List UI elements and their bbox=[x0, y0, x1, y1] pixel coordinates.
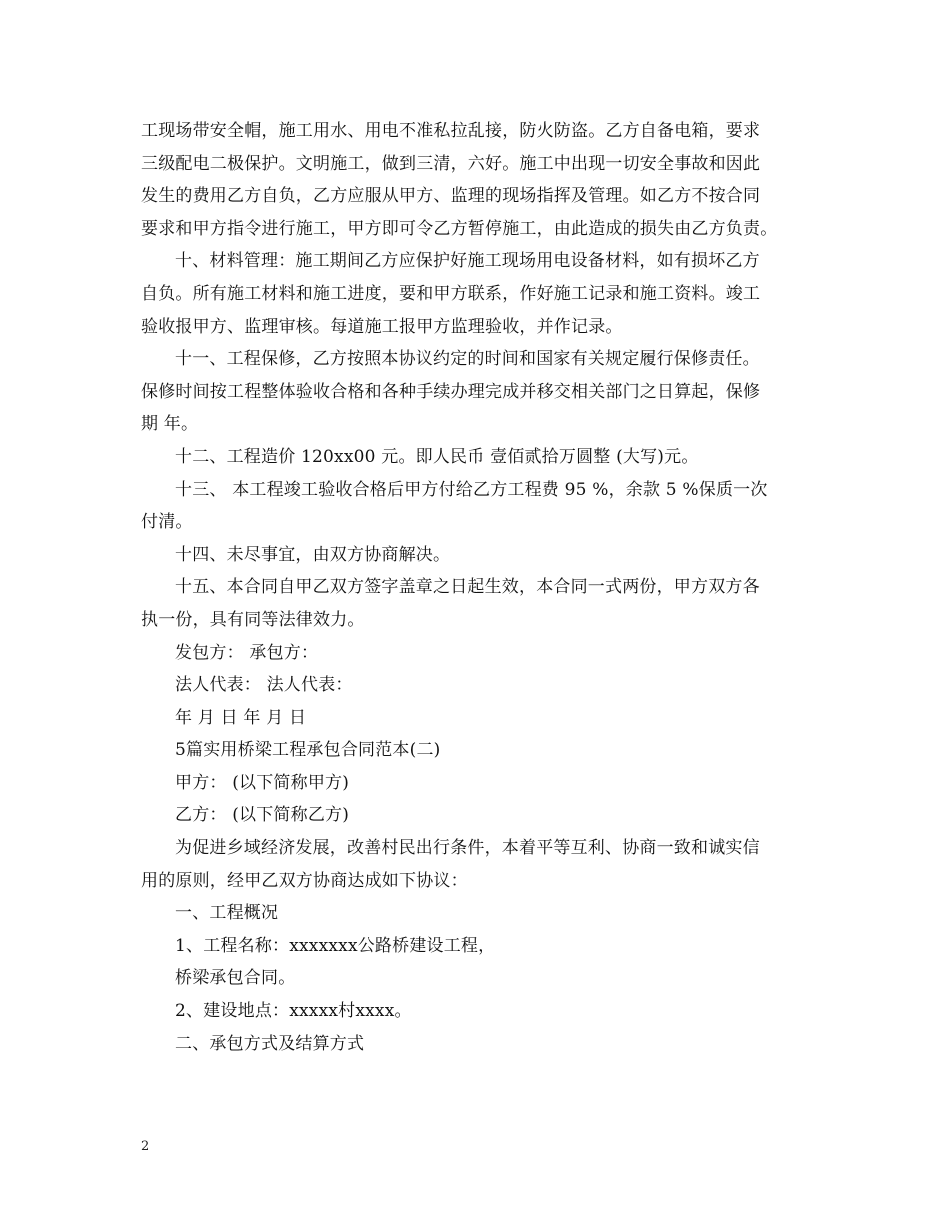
text-line: 付清。 bbox=[141, 512, 193, 533]
text-line: 十五、本合同自甲乙双方签字盖章之日起生效，本合同一式两份，甲方双方各 bbox=[175, 577, 760, 598]
text-line: 为促进乡域经济发展，改善村民出行条件，本着平等互利、协商一致和诚实信 bbox=[175, 838, 760, 859]
text-line: 工现场带安全帽，施工用水、用电不准私拉乱接，防火防盗。乙方自备电箱，要求 bbox=[141, 121, 761, 141]
text-line: 自负。所有施工材料和施工进度，要和甲方联系，作好施工记录和施工资料。竣工 bbox=[141, 283, 761, 304]
text-line: 2、建设地点：xxxxx村xxxx。 bbox=[175, 1001, 412, 1022]
section-title: 5篇实用桥梁工程承包合同范本(二) bbox=[175, 740, 441, 761]
signature-representatives-line: 法人代表： 法人代表： bbox=[175, 675, 353, 696]
text-line: 十四、未尽事宜，由双方协商解决。 bbox=[175, 544, 451, 565]
text-line: 验收报甲方、监理审核。每道施工报甲方监理验收，并作记录。 bbox=[141, 316, 623, 337]
section-heading: 二、承包方式及结算方式 bbox=[175, 1033, 365, 1054]
text-line: 桥梁承包合同。 bbox=[175, 968, 296, 989]
text-line: 期 年。 bbox=[141, 414, 199, 435]
text-line: 用的原则，经甲乙双方协商达成如下协议： bbox=[141, 870, 468, 891]
text-line: 1、工程名称：xxxxxxx公路桥建设工程， bbox=[175, 935, 496, 956]
party-a-line: 甲方： (以下简称甲方) bbox=[175, 772, 350, 793]
section-heading: 一、工程概况 bbox=[175, 903, 279, 924]
party-b-line: 乙方： (以下简称乙方) bbox=[175, 805, 350, 826]
text-line: 执一份，具有同等法律效力。 bbox=[141, 609, 365, 630]
text-line: 十一、工程保修，乙方按照本协议约定的时间和国家有关规定履行保修责任。 bbox=[175, 349, 760, 370]
signature-parties-line: 发包方： 承包方： bbox=[175, 642, 319, 663]
text-line: 发生的费用乙方自负，乙方应服从甲方、监理的现场指挥及管理。如乙方不按合同 bbox=[141, 186, 761, 207]
text-line: 保修时间按工程整体验收合格和各种手续办理完成并移交相关部门之日算起，保修 bbox=[141, 381, 761, 402]
signature-date-line: 年 月 日 年 月 日 bbox=[175, 707, 307, 728]
page-number: 2 bbox=[141, 1139, 150, 1154]
text-line: 十三、 本工程竣工验收合格后甲方付给乙方工程费 95 %，余款 5 %保质一次 bbox=[175, 479, 768, 500]
text-line: 要求和甲方指令进行施工，甲方即可令乙方暂停施工，由此造成的损失由乙方负责。 bbox=[141, 218, 778, 239]
text-line: 十二、工程造价 120xx00 元。即人民币 壹佰贰拾万圆整 (大写)元。 bbox=[175, 446, 699, 467]
text-line: 三级配电二极保护。文明施工，做到三清，六好。施工中出现一切安全事故和因此 bbox=[141, 153, 761, 174]
text-line: 十、材料管理：施工期间乙方应保护好施工现场用电设备材料，如有损坏乙方 bbox=[175, 251, 760, 272]
document-body bbox=[141, 115, 821, 1060]
